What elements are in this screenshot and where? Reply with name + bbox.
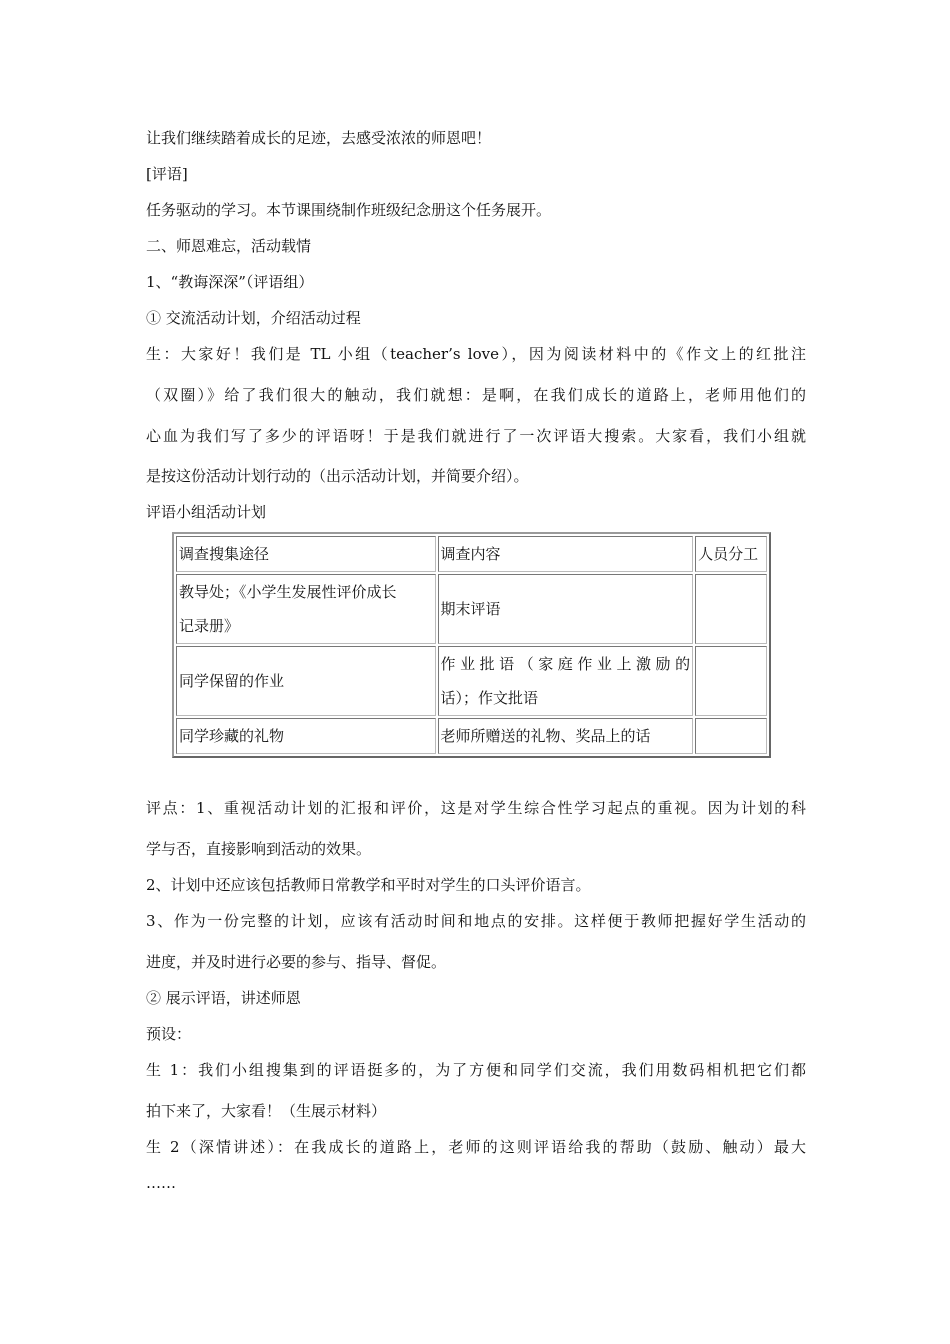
- paragraph: 2、计划中还应该包括教师日常教学和平时对学生的口头评价语言。: [146, 876, 591, 894]
- paragraph-line: 3、作为一份完整的计划，应该有活动时间和地点的安排。这样便于教师把握好学生活动的: [146, 912, 806, 930]
- paragraph: [评语]: [146, 165, 188, 183]
- table-cell-line: 教导处；《小学生发展性评价成长: [179, 583, 397, 601]
- paragraph-line: 是按这份活动计划行动的（出示活动计划，并简要介绍）。: [146, 467, 529, 485]
- table-cell: [438, 646, 694, 716]
- table-row: [176, 718, 767, 754]
- paragraph-line: 拍下来了，大家看！（生展示材料）: [146, 1102, 387, 1120]
- table-header-cell: 调查搜集途径: [176, 536, 436, 572]
- table-cell: 期末评语: [438, 574, 694, 644]
- table-row: [176, 646, 767, 716]
- activity-plan-table: [172, 532, 771, 758]
- paragraph: 任务驱动的学习。本节课围绕制作班级纪念册这个任务展开。: [146, 201, 552, 219]
- paragraph-line: 进度，并及时进行必要的参与、指导、督促。: [146, 953, 447, 971]
- paragraph-line: 评点：1、重视活动计划的汇报和评价，这是对学生综合性学习起点的重视。因为计划的科: [146, 799, 806, 817]
- table-cell: 同学珍藏的礼物: [176, 718, 436, 754]
- table-cell: 老师所赠送的礼物、奖品上的话: [438, 718, 694, 754]
- paragraph-line: 生 2（深情讲述）：在我成长的道路上，老师的这则评语给我的帮助（鼓励、触动）最大: [146, 1138, 806, 1156]
- table-cell: [695, 646, 767, 716]
- paragraph-line: ……: [146, 1174, 176, 1192]
- paragraph-line: （双圈）》给了我们很大的触动，我们就想：是啊，在我们成长的道路上，老师用他们的: [146, 386, 806, 404]
- paragraph: 预设：: [146, 1025, 192, 1043]
- table-cell-line: 记录册》: [179, 617, 240, 635]
- table-row: [176, 574, 767, 644]
- table-header-row: [176, 536, 767, 572]
- table-cell-line: 作业批语（家庭作业上激励的: [440, 655, 691, 673]
- paragraph-line: 心血为我们写了多少的评语呀！于是我们就进行了一次评语大搜索。大家看，我们小组就: [146, 427, 806, 445]
- table-header-cell: 调查内容: [438, 536, 694, 572]
- table-caption: 评语小组活动计划: [146, 503, 267, 521]
- subsection-heading: 1、“教诲深深”（评语组）: [146, 273, 314, 291]
- paragraph-line: 学与否，直接影响到活动的效果。: [146, 840, 372, 858]
- table-header-cell: 人员分工: [695, 536, 767, 572]
- paragraph-line: 生：大家好！我们是 TL 小组（teacher’s love），因为阅读材料中的《作文上的红批注: [146, 345, 806, 363]
- paragraph: ① 交流活动计划，介绍活动过程: [146, 309, 361, 327]
- table-cell: 同学保留的作业: [176, 646, 436, 716]
- section-heading: 二、师恩难忘，活动载情: [146, 237, 312, 255]
- table-cell: [176, 574, 436, 644]
- paragraph: 让我们继续踏着成长的足迹，去感受浓浓的师恩吧！: [146, 129, 492, 147]
- paragraph: ② 展示评语，讲述师恩: [146, 989, 301, 1007]
- table-cell: [695, 574, 767, 644]
- table-cell: [695, 718, 767, 754]
- table-cell-line: 话）；作文批语: [440, 689, 539, 707]
- paragraph-line: 生 1：我们小组搜集到的评语挺多的，为了方便和同学们交流，我们用数码相机把它们都: [146, 1061, 806, 1079]
